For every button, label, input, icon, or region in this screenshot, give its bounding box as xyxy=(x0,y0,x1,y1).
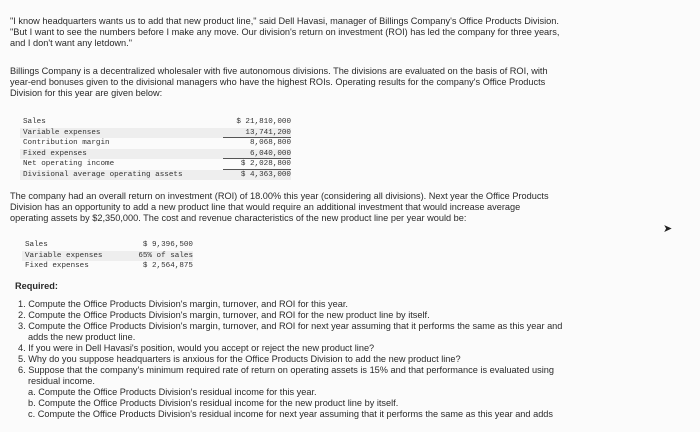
row-value: $ 2,028,800 xyxy=(223,159,291,170)
table-row xyxy=(20,138,291,149)
row-label: Variable expenses xyxy=(25,251,103,260)
table-row xyxy=(20,128,291,139)
row-label: Fixed expenses xyxy=(25,262,89,270)
requirement-item: 6. Suppose that the company's minimum required rate of return on operating assets is 15% and that performance is evaluated using xyxy=(18,365,554,375)
requirement-item: 1. Compute the Office Products Division's margin, turnover, and ROI for this year. xyxy=(18,299,348,309)
row-value: $ 9,396,500 xyxy=(142,241,193,249)
row-label: Contribution margin xyxy=(23,139,110,147)
requirement-item: 4. If you were in Dell Havasi's position, would you accept or reject the new product line? xyxy=(18,343,375,353)
row-value: 6,040,000 xyxy=(223,149,291,160)
table-row xyxy=(20,149,291,160)
row-label: Fixed expenses xyxy=(23,149,87,158)
row-value: 13,741,200 xyxy=(223,128,291,139)
row-value: $ 2,564,875 xyxy=(142,262,193,270)
row-label: Sales xyxy=(25,241,48,249)
row-value: 65% of sales xyxy=(138,251,193,260)
new-product-paragraph xyxy=(10,191,549,224)
text-line: The company had an overall return on investment (ROI) of 18.00% this year (considering all divisions). Next year the Office Products xyxy=(10,191,549,201)
table-row xyxy=(20,117,291,128)
row-value: 8,068,800 xyxy=(249,139,291,147)
text-line: Division has an opportunity to add a new product line that would require an additional investment that would increase average xyxy=(10,202,521,212)
table-row xyxy=(20,170,291,181)
text-line: "I know headquarters wants us to add that new product line," said Dell Havasi, manager of Billings Company's Office Products Division. xyxy=(10,16,559,26)
row-label: Divisional average operating assets xyxy=(23,170,183,179)
requirement-item: a. Compute the Office Products Division's residual income for this year. xyxy=(28,387,317,397)
requirement-item: c. Compute the Office Products Division's residual income for next year assuming that it performs the same as this year and adds xyxy=(28,409,554,419)
text-line: year-end bonuses given to the divisional managers who have the highest ROIs. Operating results for the company's Office Products xyxy=(10,77,546,87)
table-row xyxy=(22,261,193,272)
row-label: Sales xyxy=(23,118,46,126)
row-value: $ 4,363,000 xyxy=(240,170,291,179)
row-value: $ 21,810,000 xyxy=(236,118,291,126)
text-line: operating assets by $2,350,000. The cost and revenue characteristics of the new product line per year would be: xyxy=(10,213,467,223)
mouse-cursor-icon: ➤ xyxy=(663,223,673,235)
table-row xyxy=(22,251,193,262)
requirement-item: 3. Compute the Office Products Division's margin, turnover, and ROI for next year assuming that it performs the same as this year and xyxy=(18,321,563,331)
requirement-item: adds the new product line. xyxy=(28,332,136,342)
requirement-item: 2. Compute the Office Products Division's margin, turnover, and ROI for the new product line by itself. xyxy=(18,310,430,320)
requirement-item: 5. Why do you suppose headquarters is anxious for the Office Products Division to add the new product line? xyxy=(18,354,461,364)
table-row xyxy=(22,240,193,251)
text-line: Billings Company is a decentralized wholesaler with five autonomous divisions. The divisions are evaluated on the basis of ROI, with xyxy=(10,66,548,76)
context-paragraph xyxy=(10,66,548,99)
requirement-item: residual income. xyxy=(28,376,95,386)
text-line: "But I want to see the numbers before I make any move. Our division's return on investment (ROI) has led the company for three years, xyxy=(10,27,560,37)
intro-paragraph xyxy=(10,16,559,49)
requirement-item: b. Compute the Office Products Division's residual income for the new product line by itself. xyxy=(28,398,399,408)
text-line: Division for this year are given below: xyxy=(10,88,163,98)
operating-results-table xyxy=(20,117,291,180)
row-label: Variable expenses xyxy=(23,128,101,137)
required-heading: Required: xyxy=(15,281,58,291)
required-section xyxy=(15,281,563,420)
new-product-table xyxy=(22,240,193,272)
row-label: Net operating income xyxy=(23,160,115,168)
table-row xyxy=(20,159,291,170)
text-line: and I don't want any letdown." xyxy=(10,38,132,48)
